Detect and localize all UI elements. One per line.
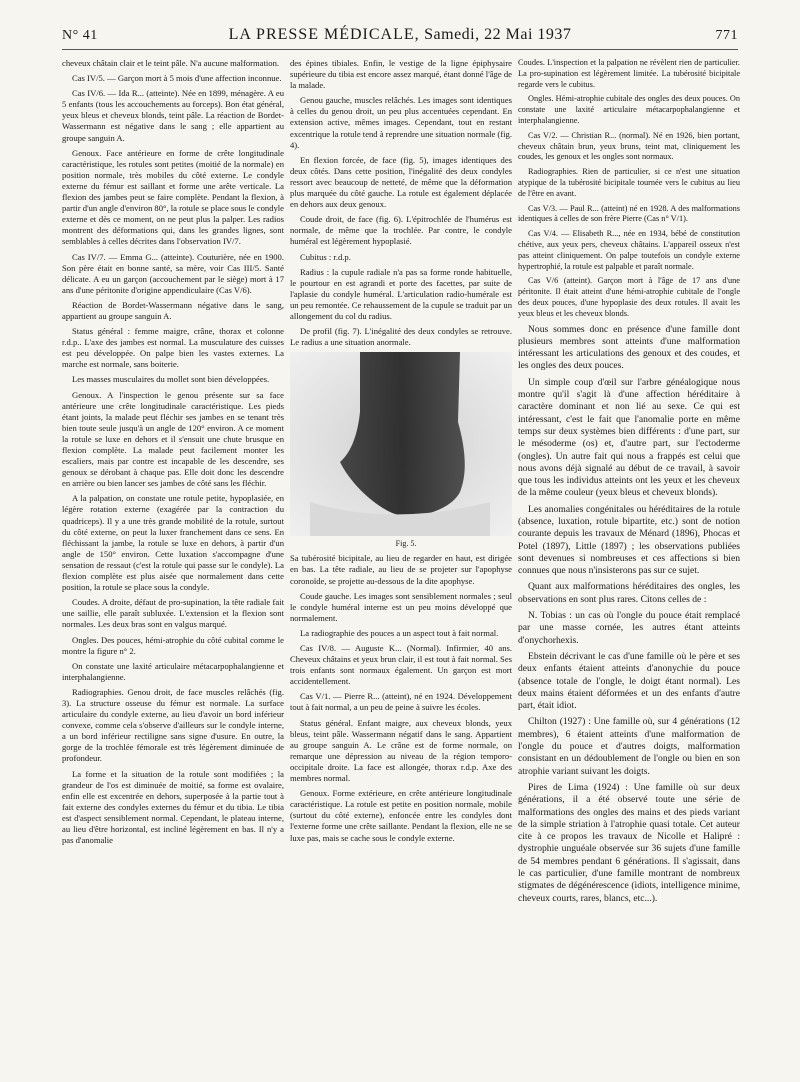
paragraph: cheveux châtain clair et le teint pâle. N'a aucune malformation. [62,58,280,68]
paragraph: Cas IV/6. — Ida R... (atteinte). Née en 1899, ménagère. A eu 5 enfants (tous les accouchements au forceps). Bon état général, yeux bleus et cheveux blonds, teint pâle. La réaction de Bordet-Wassermann est négative dans le sang ; elle appartient au groupe sanguin A. [62,88,284,143]
figure-caption: Fig. 5. [395,539,417,549]
paragraph: Cas IV/8. — Auguste K... (Normal). Infirmier, 40 ans. Cheveux châtains et yeux brun clair, il est tout à fait normal. Ses trois enfants sont normaux également. Un garçon est mort accidentellement. [290,643,512,687]
paragraph: Radiographies. Genou droit, de face muscles relâchés (fig. 3). La structure osseuse du fémur est normale. La surface articulaire du condyle externe, au lieu d'avoir un bord inférieur convexe, comme cela s'observe d'ailleurs sur le condyle interne, a un bord inférieur rectiligne sans signe d'usure. En outre, la gorge de la trochlée fémorale est très légèrement diminuée de profondeur. [62,686,284,764]
paragraph: Sa tubérosité bicipitale, au lieu de regarder en haut, est dirigée en bas. La tête radiale, au lieu de se projeter sur l'apophyse coronoïde, se projette au-dessous de la dite apophyse. [290,553,512,586]
paragraph: Un simple coup d'œil sur l'arbre généalogique nous montre qu'il s'agit là d'une affection héréditaire à caractère dominant et non lié au sexe. Ce qui est intéressant, c'est le fait que l'anomalie porte en même temps sur deux systèmes bien différents : d'une part, sur le mésoderme (os) et, d'autre part, sur l'ectoderme (ongles). Un autre fait qui nous a frappés est celui que nous avons déjà signalé au début de ce travail, à savoir que tous les individus atteints ont les yeux et les cheveux de la même couleur (yeux bleus et cheveux blonds). [518,376,740,499]
paragraph: De profil (fig. 7). L'inégalité des deux condyles se retrouve. Le radius a une situation anormale. [290,326,512,348]
paragraph: Réaction de Bordet-Wassermann négative dans le sang, appartient au groupe sanguin A. [62,299,284,321]
paragraph: Cas IV/5. — Garçon mort à 5 mois d'une affection inconnue. [72,73,282,84]
paragraph: Coude gauche. Les images sont sensiblement normales ; seul le condyle huméral interne est un peu moins développé que normalement. [290,590,512,623]
paragraph: Ongles. Des pouces, hémi-atrophie du côté cubital comme le montre la figure n° 2. [62,634,284,656]
issue-number: N° 41 [62,28,98,43]
paragraph: Genoux. A l'inspection le genou présente sur sa face antérieure une crête longitudinale caractéristique. Les pieds étant joints, la malade peut fléchir ses jambes en se tenant très bien toute seule jusqu'à un angle de 120° environ. A ce moment la rotule se luxe en dehors et il s'ensuit une chute brusque en flexion complète. La malade peut facilement monter les escaliers, mais par contre est incapable de les descendre, ses genoux se dérobant à chaque pas. Elle doit donc les descendre en arrière ou bien lancer ses jambes de côté sans les fléchir. [62,389,284,489]
column-3 [518,58,740,1070]
paragraph: Genou gauche, muscles relâchés. Les images sont identiques à celles du genou droit, un peu plus accentuées cependant. En extension active, mêmes images. Cependant, tout en restant excentrique la rotule tend à reprendre une situation normale (fig. 4). [290,95,512,150]
paragraph: En flexion forcée, de face (fig. 5), images identiques des deux côtés. Dans cette position, l'inégalité des deux condyles ressort avec beaucoup de netteté, de même que la déformation plus marquée du côté gauche. La rotule est également déplacée en dehors aux deux genoux. [290,154,512,210]
paragraph: Genoux. Face antérieure en forme de crête longitudinale caractéristique, les rotules sont petites (moitié de la normale) en position normale, très mobiles du côté externe. Le condyle externe du fémur est saillant et forme une arête verticale. La flexion des jambes peut se faire complète. Pendant la flexion, à partir d'un angle d'environ 80°, la rotule se place sous le condyle externe et dès ce moment, on ne peut plus la palper. Les radios montrent des déformations qui, dans les grandes lignes, sont semblables à celles décrites dans l'observation IV/7. [62,147,284,247]
paragraph: Status général : femme maigre, crâne, thorax et colonne r.d.p.. L'axe des jambes est normal. La musculature des cuisses est peu développée. On palpe bien les vastes externes. La marche est normale, sans boiterie. [62,326,284,370]
paragraph: Ongles. Hémi-atrophie cubitale des ongles des deux pouces. On constate une laxité articulaire métacarpophalangienne et interphalangienne. [518,94,740,125]
paragraph: Coude droit, de face (fig. 6). L'épitrochlée de l'humérus est normale, de même que la trochlée. Par contre, le condyle huméral est légèrement hypoplasié. [290,214,512,247]
column-1 [62,58,284,1070]
paragraph: Les anomalies congénitales ou héréditaires de la rotule (absence, luxation, rotule bipartite, etc.) sont de notion courante depuis les travaux de Ménard (1896), Phocas et Potel (1897), Little (1897) ; les observations publiées sont devenues si nombreuses et ces affections si bien connues que nous n'insisterons pas sur ce sujet. [518,503,740,577]
paragraph: des épines tibiales. Enfin, le vestige de la ligne épiphysaire supérieure du tibia est encore assez marqué, étant donné l'âge de la malade. [290,58,512,91]
page-header [62,26,738,48]
header-rule [62,49,738,50]
paragraph: A la palpation, on constate une rotule petite, hypoplasiée, en légère rotation externe (exagérée par la contraction du quadriceps). Il y a une très grande mobilité de la rotule, surtout du côté externe, on peut la luxer franchement dans ce sens. En fléchissant la jambe, la rotule se luxe en dehors, à partir d'un angle de 150° environ. Cette luxation s'accompagne d'une sensation de ressaut (c'est la rotule qui passe sur le condyle). La flexion complète est plus aisée que normalement dans cette position, la rotule se place sous la condyle. [62,493,284,593]
paragraph: Coudes. A droite, défaut de pro-supination, la tête radiale fait une saillie, elle paraît subluxée. L'extension et la flexion sont normales. Les deux bras sont en valgus marqué. [62,597,284,630]
paragraph: Nous sommes donc en présence d'une famille dont plusieurs membres sont atteints d'une malformation intéressant les articulations des genoux et des coudes, et les ongles des deux pouces. [518,323,740,372]
issue-date: Samedi, 22 Mai 1937 [424,26,572,43]
paragraph: Ebstein décrivant le cas d'une famille où le père et ses deux enfants étaient atteints d'anonychie du pouce (absence totale de l'ongle, le doigt étant normal). Les deux mains étaient déformées et un des enfants d'autre part, était idiot. [518,650,740,712]
paragraph: Cas IV/7. — Emma G... (atteinte). Couturière, née en 1900. Son père était en bonne santé, sa mère, voir Cas III/5. Santé délicate. A eu un garçon (accouchement par le siège) mort à 17 ans d'une péritonite d'origine appendiculaire (Cas V/6). [62,251,284,295]
paragraph: Chilton (1927) : Une famille où, sur 4 générations (12 membres), 6 étaient atteints d'une malformation de l'ongle du pouce et d'autres doigts, malformation consistant en un dédoublement de l'ongle ou bien en son atrophie variant suivant les doigts. [518,716,740,777]
paragraph: Pires de Lima (1924) : Une famille où sur deux générations, il a été observé toute une série de malformations des ongles des mains et des pieds variant de la simple striation à l'atrophie quasi totale. Cet auteur cite à ce propos les travaux de Nicolle et Halipré : dystrophie unguéale observée sur 36 sujets d'une famille de 54 membres pendant 6 générations. Il s'agissait, dans le cas particulier, d'une famille montrant de nombreux stigmates de dégénérescence (idiots, intelligence minime, cheveux courts, rares, blancs, etc...). [518,781,740,904]
paragraph: Cas V/6 (atteint). Garçon mort à l'âge de 17 ans d'une péritonite. Il était atteint d'une hémi-atrophie cubitale de l'ongle des deux pouces, d'une hypoplasie des deux rotules. Il avait les yeux bleus et les cheveux blonds. [518,276,740,318]
paragraph: Status général. Enfant maigre, aux cheveux blonds, yeux bleus, teint pâle. Wassermann négatif dans le sang. Appartient au groupe sanguin A. Le crâne est de forme normale, on remarque une dépression au niveau de la région temporo-occipitale droite. La face est allongée, thorax r.d.p. Axe des membres normal. [290,717,512,784]
paragraph: La radiographie des pouces a un aspect tout à fait normal. [300,627,499,638]
paragraph: Les masses musculaires du mollet sont bien développées. [72,374,270,385]
paragraph: Radius : la cupule radiale n'a pas sa forme ronde habituelle, le pourtour en est agrandi et porte des facettes, par suite de l'aplasie du condyle huméral. L'articulation radio-humérale est un peu remontée. Ce rehaussement de la cupule se traduit par un allongement du col du radius. [290,266,512,321]
paragraph: Cubitus : r.d.p. [300,251,351,262]
paragraph: Coudes. L'inspection et la palpation ne révèlent rien de particulier. La pro-supination est légèrement limitée. La tubérosité bicipitale regarde vers le cubitus. [518,58,740,89]
paragraph: Cas V/1. — Pierre R... (atteint), né en 1924. Développement tout à fait normal, a un peu de peine à suivre les écoles. [290,691,512,713]
journal-name: LA PRESSE MÉDICALE, [228,26,420,43]
paragraph: Quant aux malformations héréditaires des ongles, les observations en sont plus rares. Citons celles de : [518,581,740,605]
paragraph: On constate une laxité articulaire métacarpophalangienne et interphalangienne. [62,660,284,682]
paragraph: Genoux. Forme extérieure, en crête antérieure longitudinale caractéristique. La rotule est petite en position normale, mobile (surtout du côté externe), enfoncée entre les condyles dont l'externe forme une crête saillante. Pendant la flexion, elle ne se luxe pas, mais se cache sous le condyle externe. [290,788,512,843]
paragraph: Cas V/2. — Christian R... (normal). Né en 1926, bien portant, cheveux châtain brun, yeux bruns, teint mat, cliniquement les coudes, les genoux et les ongles sont normaux. [518,130,740,162]
paragraph: N. Tobias : un cas où l'ongle du pouce était remplacé par une masse cornée, les autres étant atteints d'onychorhexis. [518,610,740,646]
paragraph: La forme et la situation de la rotule sont modifiées ; la grandeur de l'os est diminuée de moitié, sa forme est ovalaire, enfin elle est excentrée en dehors, superposée à la partie tout à fait externe des condyles externes du fémur et du tibia. Le tibia est d'aspect sensiblement normal. Cependant, le plateau interne, au lieu d'être horizontal, est incliné légèrement en bas. Il n'y a pas d'anomalie [62,768,284,846]
paragraph: Cas V/3. — Paul R... (atteint) né en 1928. A des malformations identiques à celles de son frère Pierre (Cas n° V/1). [518,203,740,224]
column-2 [290,58,512,1070]
journal-title [62,26,738,44]
radiograph-image [290,352,512,536]
paragraph: Radiographies. Rien de particulier, si ce n'est une situation atypique de la tubérosité bicipitale tournée vers le cubitus au lieu de l'être en avant. [518,167,740,198]
radiograph-figure [290,352,512,536]
paragraph: Cas V/4. — Elisabeth R..., née en 1934, bébé de constitution chétive, aux yeux pers, cheveux châtains. L'appareil osseux n'est pas atteint cliniquement. On palpe toutefois un condyle externe hypertrophié, la rotule est palpable et paraît normale. [518,229,740,271]
page-number: 771 [715,28,738,43]
